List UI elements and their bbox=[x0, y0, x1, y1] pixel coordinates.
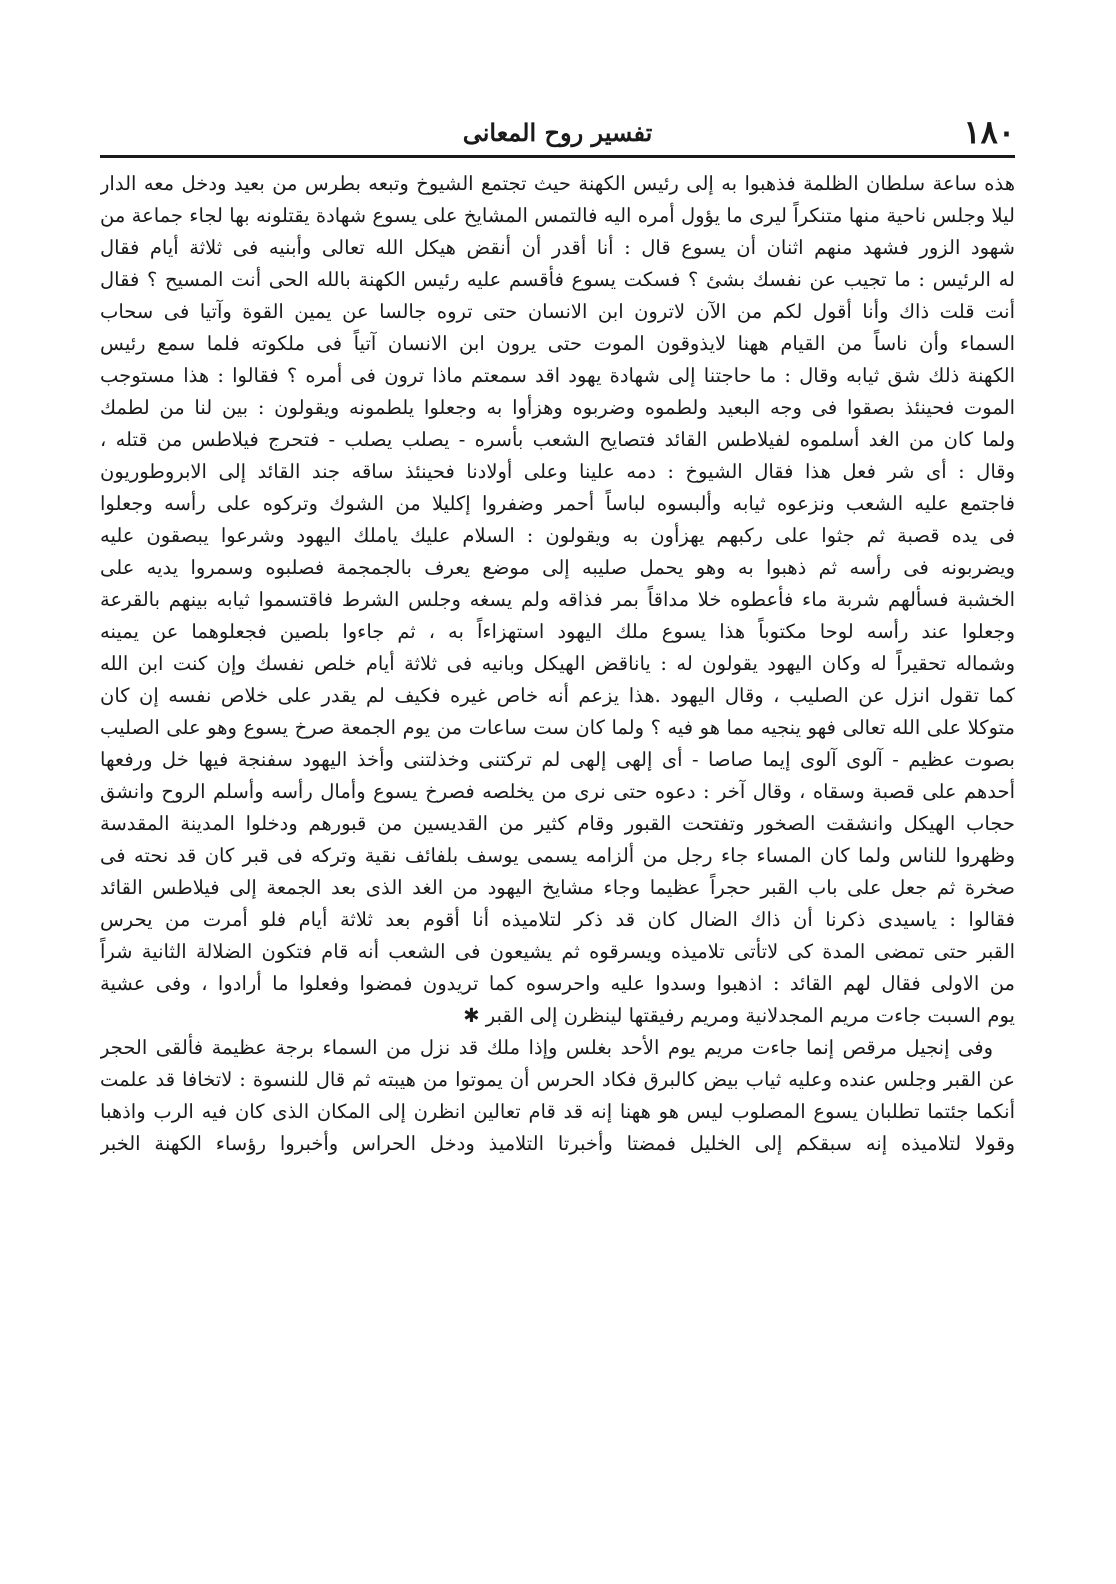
body-text bbox=[100, 168, 1015, 1160]
text-line: شهود الزور فشهد منهم اثنان أن يسوع قال : أنا أقدر أن أنقض هيكل الله تعالى وأبنيه فى ثلاثة أيام فقال bbox=[100, 236, 1015, 259]
header-rule bbox=[100, 155, 1015, 158]
text-line: ولما كان من الغد أسلموه لفيلاطس القائد فتصايح الشعب بأسره - يصلب يصلب - فتحرج فيلاطس من قتله ، bbox=[100, 428, 1015, 451]
text-line: هذه ساعة سلطان الظلمة فذهبوا به إلى رئيس الكهنة حيث تجتمع الشيوخ وتبعه بطرس من بعيد ودخل معه الدار bbox=[100, 172, 1015, 195]
text-line-paragraph-start: وفى إنجيل مرقص إنما جاءت مريم يوم الأحد بغلس وإذا ملك قد نزل من السماء برجة عظيمة فألقى الحجر bbox=[100, 1036, 993, 1059]
text-line: الموت فحينئذ بصقوا فى وجه البعيد ولطموه وضربوه وهزأوا به وجعلوا يلطمونه ويقولون : بين لنا من لطمك bbox=[100, 396, 1015, 419]
text-line: أنت قلت ذاك وأنا أقول لكم من الآن لاترون ابن الانسان حتى تروه جالسا عن يمين القوة وآتيا فى سحاب bbox=[100, 300, 1015, 323]
page-number: ١٨٠ bbox=[963, 113, 1015, 151]
text-line: كما تقول انزل عن الصليب ، وقال اليهود .هذا يزعم أنه خاص غيره فكيف لم يقدر على خلاص نفسه إن كان bbox=[100, 684, 1015, 707]
text-line: ويضربونه فى رأسه ثم ذهبوا به وهو يحمل صليبه إلى موضع يعرف بالجمجمة فصلبوه وسمروا يديه على bbox=[100, 556, 1015, 579]
text-line: وقولا لتلاميذه إنه سبقكم إلى الخليل فمضتا وأخبرتا التلاميذ ودخل الحراس وأخبروا رؤساء الكهنة الخبر bbox=[100, 1132, 1015, 1155]
text-line: له الرئيس : ما تجيب عن نفسك بشئ ؟ فسكت يسوع فأقسم عليه رئيس الكهنة بالله الحى أنت المسيح ؟ فقال bbox=[100, 268, 1015, 291]
text-line: وشماله تحقيراً له وكان اليهود يقولون له : ياناقض الهيكل وبانيه فى ثلاثة أيام خلص نفسك وإن كنت ابن الله bbox=[100, 652, 1015, 675]
text-line: وجعلوا عند رأسه لوحا مكتوباً هذا يسوع ملك اليهود استهزاءاً به ، ثم جاءوا بلصين فجعلوهما عن يمينه bbox=[100, 620, 1015, 643]
text-line: الكهنة ذلك شق ثيابه وقال : ما حاجتنا إلى شهادة يهود اقد سمعتم ماذا ترون فى أمره ؟ فقالوا : هذا مستوجب bbox=[100, 364, 1015, 387]
text-line: حجاب الهيكل وانشقت الصخور وتفتحت القبور وقام كثير من القديسين من قبورهم ودخلوا المدينة المقدسة bbox=[100, 812, 1015, 835]
text-line: عن القبر وجلس عنده وعليه ثياب بيض كالبرق فكاد الحرس أن يموتوا من هيبته ثم قال للنسوة : لاتخافا قد علمت bbox=[100, 1068, 1015, 1091]
text-line: من الاولى فقال لهم القائد : اذهبوا وسدوا عليه واحرسوه كما تريدون فمضوا وفعلوا ما أرادوا ، وفى عشية bbox=[100, 972, 1015, 995]
text-line: القبر حتى تمضى المدة كى لاتأتى تلاميذه ويسرقوه ثم يشيعون فى الشعب أنه قام فتكون الضلالة الثانية شراً bbox=[100, 940, 1015, 963]
text-line: الخشبة فسألهم شربة ماء فأعطوه خلا مداقاً بمر فذاقه ولم يسغه وجلس الشرط فاقتسموا ثيابه بينهم بالقرعة bbox=[100, 588, 1015, 611]
text-line: ليلا وجلس ناحية منها متنكراً ليرى ما يؤول أمره اليه فالتمس المشايخ على يسوع شهادة يقتلونه بها لجاء جماعة من bbox=[100, 204, 1015, 227]
text-line: فى يده قصبة ثم جثوا على ركبهم يهزأون به ويقولون : السلام عليك ياملك اليهود وشرعوا يبصقون عليه bbox=[100, 524, 1015, 547]
text-line: أحدهم على قصبة وسقاه ، وقال آخر : دعوه حتى نرى من يخلصه فصرخ يسوع وأمال رأسه وأسلم الروح وانشق bbox=[100, 780, 1015, 803]
text-line: أنكما جئتما تطلبان يسوع المصلوب ليس هو ههنا إنه قد قام تعالين انظرن إلى المكان الذى كان فيه الرب واذهبا bbox=[100, 1100, 1015, 1123]
text-line: وظهروا للناس ولما كان المساء جاء رجل من ألزامه يسمى يوسف بلفائف نقية وتركه فى قبر كان قد نحته فى bbox=[100, 844, 1015, 867]
text-line: السماء وأن ناساً من القيام ههنا لايذوقون الموت حتى يرون ابن الانسان آتياً فى ملكوته فلما سمع رئيس bbox=[100, 332, 1015, 355]
text-line-paragraph-end: يوم السبت جاءت مريم المجدلانية ومريم رفيقتها لينظرن إلى القبر ✱ bbox=[463, 1004, 1015, 1027]
text-line: وقال : أى شر فعل هذا فقال الشيوخ : دمه علينا وعلى أولادنا فحينئذ ساقه جند القائد إلى الابروطوريون bbox=[100, 460, 1015, 483]
page-header bbox=[100, 112, 1015, 158]
text-line: متوكلا على الله تعالى فهو ينجيه مما هو فيه ؟ ولما كان ست ساعات من يوم الجمعة صرخ يسوع وهو على الصليب bbox=[100, 716, 1015, 739]
text-line: فقالوا : ياسيدى ذكرنا أن ذاك الضال كان قد ذكر لتلاميذه أنا أقوم بعد ثلاثة أيام فلو أمرت من يحرس bbox=[100, 908, 1015, 931]
text-line: بصوت عظيم - آلوى آلوى إيما صاصا - أى إلهى إلهى لم تركتنى وخذلتنى وأخذ اليهود سفنجة فيها خل ورفعها bbox=[100, 748, 1015, 771]
text-line: فاجتمع عليه الشعب ونزعوه ثيابه وألبسوه لباساً أحمر وضفروا إكليلا من الشوك وتركوه على رأسه وجعلوا bbox=[100, 492, 1015, 515]
text-line: صخرة ثم جعل على باب القبر حجراً عظيما وجاء مشايخ اليهود من الغد الذى بعد الجمعة إلى فيلاطس القائد bbox=[100, 876, 1015, 899]
running-title: تفسير روح المعانى bbox=[462, 118, 653, 147]
